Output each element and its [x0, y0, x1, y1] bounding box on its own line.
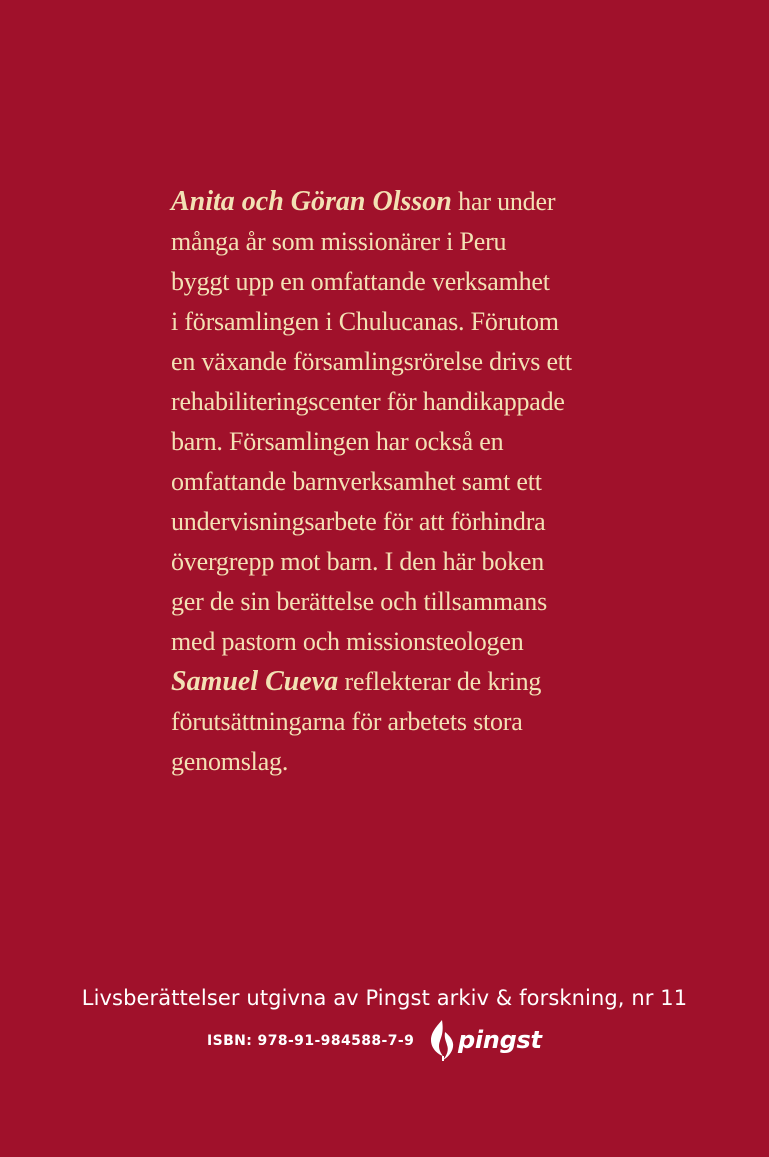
- blurb-line: många år som missionärer i Peru: [171, 227, 507, 256]
- back-cover-blurb: [171, 182, 611, 782]
- blurb-line: genomslag.: [171, 747, 289, 776]
- series-statement: Livsberättelser utgivna av Pingst arkiv & forskning, nr 11: [81, 986, 688, 1010]
- blurb-line-text: har under: [451, 187, 556, 216]
- blurb-line: ger de sin berättelse och tillsammans: [171, 587, 547, 616]
- blurb-line: i församlingen i Chulucanas. Förutom: [171, 307, 559, 336]
- blurb-line: rehabiliteringscenter för handikappade: [171, 387, 565, 416]
- blurb-line: förutsättningarna för arbetets stora: [171, 707, 523, 736]
- blurb-line: barn. Församlingen har också en: [171, 427, 504, 456]
- blurb-line: en växande församlingsrörelse drivs ett: [171, 347, 572, 376]
- isbn-row: [0, 1016, 769, 1066]
- flame-dove-icon: [428, 1018, 458, 1062]
- blurb-line: undervisningsarbete för att förhindra: [171, 507, 546, 536]
- isbn-number: ISBN: 978-91-984588-7-9: [207, 1033, 415, 1049]
- logo-wordmark: pingst: [458, 1026, 542, 1054]
- blurb-line: omfattande barnverksamhet samt ett: [171, 467, 542, 496]
- blurb-line: övergrepp mot barn. I den här boken: [171, 547, 545, 576]
- blurb-line-text: reflekterar de kring: [338, 667, 542, 696]
- blurb-line: [171, 182, 611, 222]
- author-names: Anita och Göran Olsson: [171, 186, 452, 217]
- pingst-logo: [428, 1018, 542, 1062]
- co-author-name: Samuel Cueva: [171, 666, 339, 697]
- blurb-line: med pastorn och missionsteologen: [171, 627, 524, 656]
- blurb-line: byggt upp en omfattande verksamhet: [171, 267, 550, 296]
- blurb-line: [171, 662, 611, 702]
